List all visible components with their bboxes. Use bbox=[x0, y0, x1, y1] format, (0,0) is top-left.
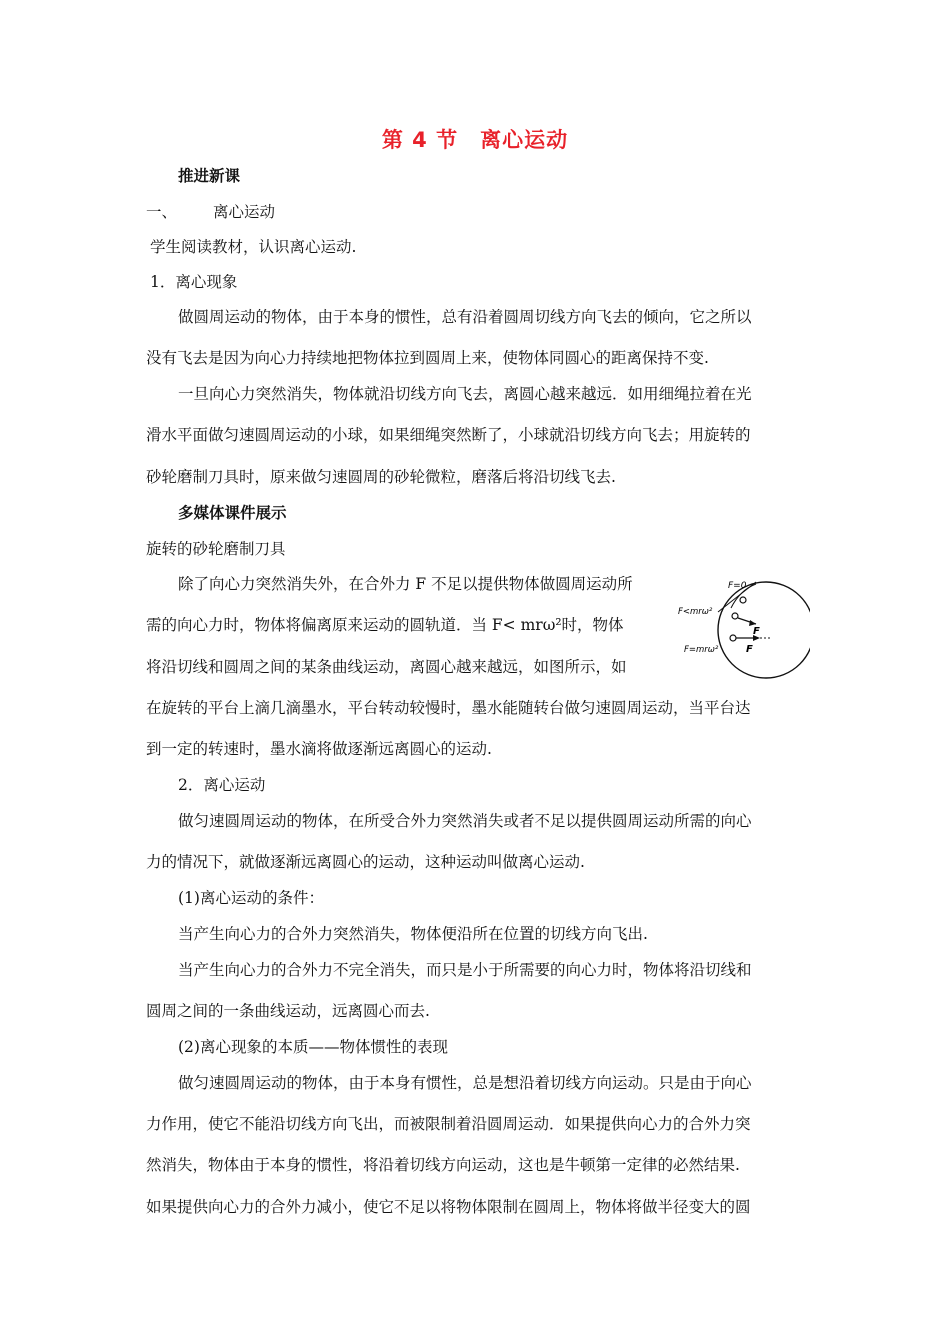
ball-point bbox=[740, 597, 746, 603]
label-f-equal: F=mrω² bbox=[684, 645, 719, 655]
paragraph-line: 圆周之间的一条曲线运动，远离圆心而去. bbox=[146, 1002, 430, 1020]
item1-title: 1．离心现象 bbox=[150, 273, 238, 291]
paragraph-line: 做匀速圆周运动的物体，在所受合外力突然消失或者不足以提供圆周运动所需的向心 bbox=[178, 812, 752, 830]
ball-point bbox=[730, 635, 736, 641]
paragraph-line: 到一定的转速时，墨水滴将做逐渐远离圆心的运动. bbox=[146, 740, 492, 758]
paragraph-line: 需的向心力时，物体将偏离原来运动的圆轨道．当 F< mrω²时，物体 bbox=[146, 616, 624, 634]
paragraph-line: 除了向心力突然消失外，在合外力 F 不足以提供物体做圆周运动所 bbox=[178, 575, 633, 593]
circular-orbit bbox=[718, 582, 810, 678]
label-force-lower: F bbox=[746, 644, 753, 655]
paragraph-line: 在旋转的平台上滴几滴墨水，平台转动较慢时，墨水能随转台做匀速圆周运动，当平台达 bbox=[146, 699, 751, 717]
intro-text: 学生阅读教材，认识离心运动. bbox=[150, 238, 357, 256]
page-title: 第 4 节 离心运动 bbox=[381, 128, 569, 152]
paragraph-line: 做匀速圆周运动的物体，由于本身有惯性，总是想沿着切线方向运动。只是由于向心 bbox=[178, 1074, 752, 1092]
item2-title: 2．离心运动 bbox=[178, 776, 266, 794]
label-force-upper: F bbox=[753, 626, 760, 637]
paragraph-line: 如果提供向心力的合外力减小，使它不足以将物体限制在圆周上，物体将做半径变大的圆 bbox=[146, 1198, 751, 1216]
paragraph-line: 砂轮磨制刀具时，原来做匀速圆周的砂轮微粒，磨落后将沿切线飞去. bbox=[146, 468, 616, 486]
grinding-caption: 旋转的砂轮磨制刀具 bbox=[146, 540, 286, 558]
paragraph-line: 做圆周运动的物体，由于本身的惯性，总有沿着圆周切线方向飞去的倾向，它之所以 bbox=[178, 308, 752, 326]
label-f-zero: F=0 bbox=[728, 581, 747, 591]
label-f-less: F<mrω² bbox=[678, 607, 713, 617]
paragraph-line: 力的情况下，就做逐渐远离圆心的运动，这种运动叫做离心运动. bbox=[146, 853, 585, 871]
ball-point bbox=[732, 613, 738, 619]
multimedia-heading: 多媒体课件展示 bbox=[178, 504, 287, 522]
paragraph-line: 当产生向心力的合外力不完全消失，而只是小于所需要的向心力时，物体将沿切线和 bbox=[178, 961, 752, 979]
paragraph-line: 没有飞去是因为向心力持续地把物体拉到圆周上来，使物体同圆心的距离保持不变. bbox=[146, 349, 709, 367]
section-heading-new-lesson: 推进新课 bbox=[178, 167, 241, 185]
paragraph-line: 滑水平面做匀速圆周运动的小球，如果细绳突然断了，小球就沿切线方向飞去；用旋转的 bbox=[146, 426, 751, 444]
paragraph-line: 然消失，物体由于本身的惯性，将沿着切线方向运动，这也是牛顿第一定律的必然结果. bbox=[146, 1156, 740, 1174]
part-one-title: 离心运动 bbox=[213, 203, 276, 221]
essence-heading: (2)离心现象的本质——物体惯性的表现 bbox=[178, 1038, 448, 1056]
centrifugal-motion-diagram bbox=[676, 572, 810, 682]
condition-heading: (1)离心运动的条件： bbox=[178, 889, 324, 907]
paragraph-line: 力作用，使它不能沿切线方向飞出，而被限制着沿圆周运动．如果提供向心力的合外力突 bbox=[146, 1115, 751, 1133]
part-one-number: 一、 bbox=[146, 203, 178, 221]
paragraph-line: 一旦向心力突然消失，物体就沿切线方向飞去，离圆心越来越远．如用细绳拉着在光 bbox=[178, 385, 752, 403]
paragraph-line: 将沿切线和圆周之间的某条曲线运动，离圆心越来越远，如图所示，如 bbox=[146, 658, 627, 676]
paragraph-line: 当产生向心力的合外力突然消失，物体便沿所在位置的切线方向飞出. bbox=[178, 925, 648, 943]
